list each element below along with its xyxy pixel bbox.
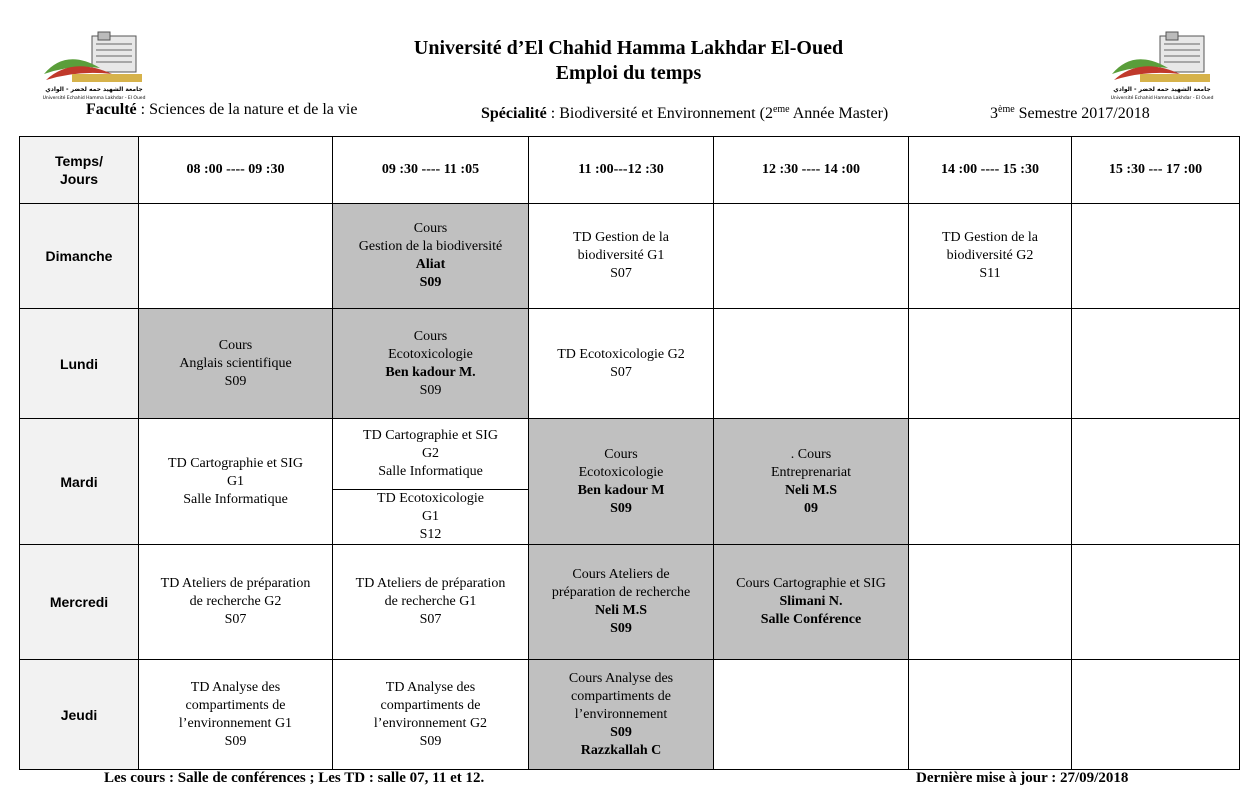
schedule-cell bbox=[139, 545, 333, 660]
day-row bbox=[20, 419, 1240, 490]
svg-text:جامعة الشهيد حمه لخضر - الوادي: جامعة الشهيد حمه لخضر - الوادي bbox=[45, 86, 143, 93]
cell-line: Cours Analyse des bbox=[568, 670, 674, 686]
cell-line: Cours bbox=[218, 337, 253, 353]
day-label: Lundi bbox=[20, 309, 139, 419]
cell-line: TD Gestion de la bbox=[941, 230, 1039, 245]
schedule-cell bbox=[139, 660, 333, 770]
cell-line: TD Cartographie et SIG bbox=[168, 455, 303, 471]
time-slot-header: 08 :00 ---- 09 :30 bbox=[139, 137, 333, 204]
day-row bbox=[20, 545, 1240, 660]
cell-line: Entreprenariat bbox=[770, 464, 852, 480]
day-label: Dimanche bbox=[20, 204, 139, 309]
cell-line: Salle Informatique bbox=[378, 464, 483, 479]
cell-line: G1 bbox=[421, 509, 440, 524]
cell-line: S09 bbox=[224, 733, 247, 749]
cell-line: 09 bbox=[804, 500, 818, 516]
faculte-line bbox=[86, 100, 357, 120]
cell-line: S07 bbox=[610, 266, 632, 281]
cell-line: l’environnement G2 bbox=[373, 715, 488, 731]
schedule-cell bbox=[529, 204, 714, 309]
schedule-cell bbox=[909, 204, 1072, 309]
cell-line: . Cours bbox=[790, 446, 832, 462]
semestre-text: Semestre 2017/2018 bbox=[1014, 105, 1150, 122]
specialite-line bbox=[481, 100, 888, 124]
cell-line: TD Analyse des bbox=[385, 679, 476, 695]
schedule-cell bbox=[1072, 309, 1240, 419]
cell-line: compartiments de bbox=[185, 697, 286, 713]
cell-line: Cours Cartographie et SIG bbox=[736, 576, 886, 591]
cell-line: Salle Informatique bbox=[183, 491, 288, 507]
cell-line: compartiments de bbox=[380, 697, 481, 713]
cell-line: TD Ateliers de préparation bbox=[160, 576, 311, 591]
schedule-cell bbox=[333, 545, 529, 660]
schedule-cell bbox=[529, 419, 714, 545]
day-row bbox=[20, 204, 1240, 309]
cell-line: S09 bbox=[419, 382, 442, 398]
cell-line: Gestion de la biodiversité bbox=[358, 239, 503, 254]
schedule-cell bbox=[139, 309, 333, 419]
cell-line: Ben kadour M. bbox=[385, 364, 476, 380]
schedule-cell bbox=[529, 660, 714, 770]
cell-line: Ecotoxicologie bbox=[388, 346, 473, 362]
footer-last-update: Dernière mise à jour : 27/09/2018 bbox=[916, 770, 1129, 786]
schedule-cell bbox=[714, 309, 909, 419]
cell-line: S09 bbox=[419, 275, 442, 290]
schedule-cell bbox=[529, 545, 714, 660]
time-slot-header: 11 :00---12 :30 bbox=[529, 137, 714, 204]
semestre-line bbox=[990, 100, 1150, 124]
schedule-cell bbox=[909, 309, 1072, 419]
schedule-cell bbox=[333, 204, 529, 309]
timetable bbox=[19, 136, 1240, 770]
schedule-cell bbox=[714, 660, 909, 770]
schedule-cell bbox=[1072, 419, 1240, 545]
semestre-sup: ème bbox=[998, 104, 1015, 115]
schedule-cell bbox=[714, 204, 909, 309]
header-row bbox=[20, 137, 1240, 204]
cell-line: Slimani N. bbox=[779, 594, 843, 609]
cell-line: l’environnement bbox=[574, 706, 668, 722]
time-slot-header: 15 :30 --- 17 :00 bbox=[1072, 137, 1240, 204]
cell-line: TD Ecotoxicologie G2 bbox=[557, 346, 685, 362]
faculte-value: : Sciences de la nature et de la vie bbox=[136, 101, 358, 118]
schedule-cell bbox=[714, 419, 909, 545]
time-slot-header: 14 :00 ---- 15 :30 bbox=[909, 137, 1072, 204]
cell-line: S09 bbox=[610, 621, 632, 636]
cell-line: TD Cartographie et SIG bbox=[363, 428, 498, 443]
schedule-cell bbox=[909, 419, 1072, 545]
cell-line: Cours bbox=[604, 446, 638, 462]
day-label: Mardi bbox=[20, 419, 139, 545]
specialite-label: Spécialité bbox=[481, 105, 547, 122]
schedule-cell bbox=[333, 309, 529, 419]
cell-line: S09 bbox=[610, 500, 632, 516]
cell-line: Cours Ateliers de bbox=[572, 567, 670, 582]
specialite-value: : Biodiversité et Environnement (2 bbox=[546, 105, 773, 122]
corner-cell bbox=[20, 137, 139, 204]
cell-line: S09 bbox=[224, 373, 247, 389]
cell-line: biodiversité G2 bbox=[946, 248, 1034, 263]
cell-line: S12 bbox=[419, 527, 442, 542]
schedule-cell-lower bbox=[333, 490, 529, 545]
specialite-value-end: Année Master) bbox=[789, 105, 889, 122]
svg-text:جامعة الشهيد حمه لخضر - الوادي: جامعة الشهيد حمه لخضر - الوادي bbox=[1113, 86, 1211, 93]
semestre-number: 3 bbox=[990, 105, 998, 122]
cell-line: S07 bbox=[224, 612, 247, 627]
cell-line: TD Analyse des bbox=[190, 679, 281, 695]
schedule-cell bbox=[333, 660, 529, 770]
corner-line: Jours bbox=[59, 171, 99, 187]
time-slot-header: 09 :30 ---- 11 :05 bbox=[333, 137, 529, 204]
cell-line: Neli M.S bbox=[594, 603, 648, 618]
cell-line: Cours bbox=[413, 221, 448, 236]
cell-line: de recherche G1 bbox=[384, 594, 477, 609]
cell-line: préparation de recherche bbox=[551, 585, 691, 600]
document-title bbox=[0, 36, 1257, 86]
schedule-cell bbox=[1072, 660, 1240, 770]
svg-text:Université Echahid Hamma Lakhd: Université Echahid Hamma Lakhdar - El Oued bbox=[1110, 96, 1214, 101]
cell-line: G2 bbox=[421, 446, 440, 461]
schedule-cell bbox=[139, 204, 333, 309]
schedule-cell-upper bbox=[333, 419, 529, 490]
cell-line: Ben kadour M bbox=[577, 482, 665, 498]
schedule-cell bbox=[909, 545, 1072, 660]
cell-line: S09 bbox=[419, 733, 442, 749]
cell-line: Razzkallah C bbox=[580, 742, 662, 758]
footer-rooms-note: Les cours : Salle de conférences ; Les TD : salle 07, 11 et 12. bbox=[104, 770, 485, 786]
cell-line: S11 bbox=[979, 266, 1001, 281]
cell-line: TD Gestion de la bbox=[572, 230, 670, 245]
university-name: Université d’El Chahid Hamma Lakhdar El-Oued bbox=[413, 37, 844, 59]
schedule-cell bbox=[1072, 545, 1240, 660]
time-slot-header: 12 :30 ---- 14 :00 bbox=[714, 137, 909, 204]
schedule-cell bbox=[139, 419, 333, 545]
schedule-title: Emploi du temps bbox=[555, 62, 702, 84]
cell-line: l’environnement G1 bbox=[178, 715, 293, 731]
cell-line: biodiversité G1 bbox=[577, 248, 665, 263]
cell-line: Aliat bbox=[415, 257, 446, 272]
day-label: Mercredi bbox=[20, 545, 139, 660]
day-label: Jeudi bbox=[20, 660, 139, 770]
svg-text:Université Echahid Hamma Lakhd: Université Echahid Hamma Lakhdar - El Oued bbox=[42, 96, 146, 101]
specialite-sup: eme bbox=[772, 104, 790, 115]
schedule-cell bbox=[714, 545, 909, 660]
cell-line: compartiments de bbox=[571, 688, 671, 704]
schedule-cell bbox=[1072, 204, 1240, 309]
day-row bbox=[20, 309, 1240, 419]
day-row bbox=[20, 660, 1240, 770]
cell-line: S07 bbox=[419, 612, 442, 627]
cell-line: Salle Conférence bbox=[760, 612, 862, 627]
cell-line: S07 bbox=[610, 364, 632, 380]
cell-line: G1 bbox=[226, 473, 245, 489]
cell-line: S09 bbox=[610, 724, 632, 740]
schedule-cell bbox=[529, 309, 714, 419]
corner-line: Temps/ bbox=[55, 153, 103, 169]
schedule-cell bbox=[909, 660, 1072, 770]
faculte-label: Faculté bbox=[86, 101, 137, 118]
cell-line: Cours bbox=[413, 328, 448, 344]
cell-line: TD Ecotoxicologie bbox=[377, 491, 484, 506]
cell-line: Ecotoxicologie bbox=[578, 464, 664, 480]
cell-line: Anglais scientifique bbox=[179, 355, 292, 371]
cell-line: TD Ateliers de préparation bbox=[355, 576, 506, 591]
cell-line: Neli M.S bbox=[784, 482, 838, 498]
cell-line: de recherche G2 bbox=[189, 594, 282, 609]
